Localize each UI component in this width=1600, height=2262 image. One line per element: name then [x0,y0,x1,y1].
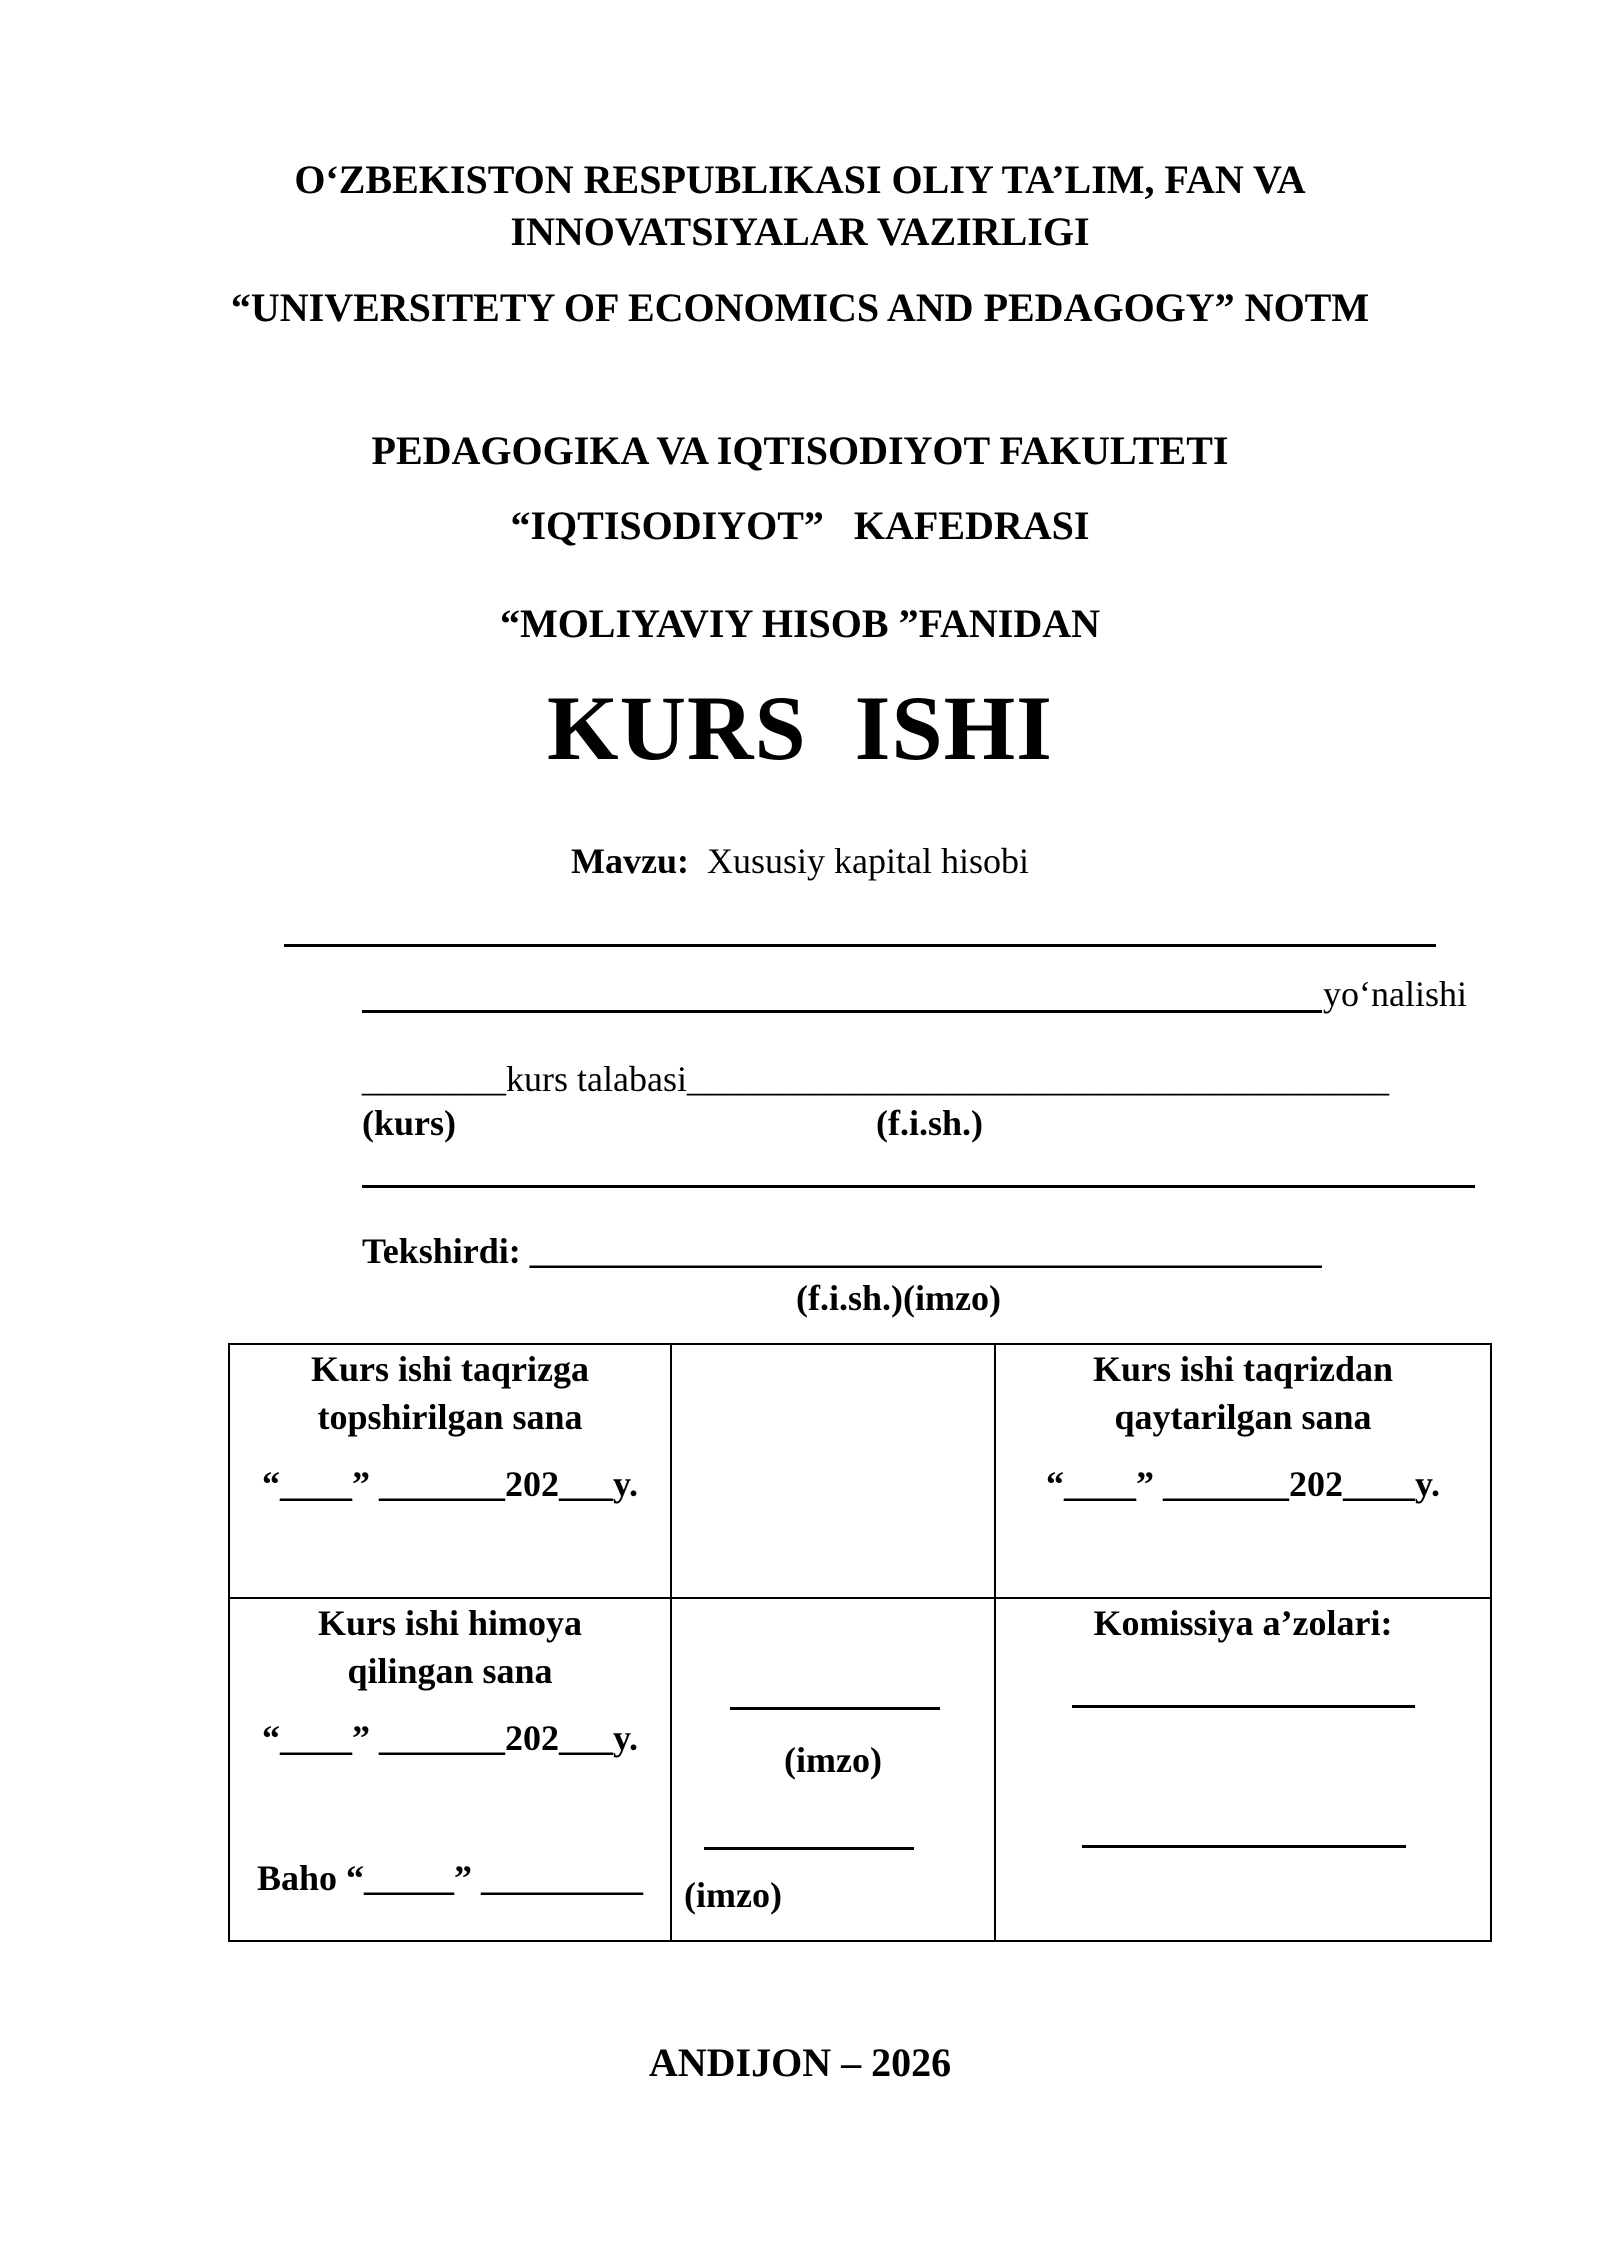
returned-title-2: qaytarilgan sana [1114,1397,1372,1437]
topic-value: Xususiy kapital hisobi [706,841,1029,881]
fish-caption: (f.i.sh.) [876,1103,983,1143]
checked-blank: ____________________________________________ [520,1231,1322,1271]
defended-date: “____” _______202___y. [261,1718,638,1758]
defended-title-1: Kurs ishi himoya [317,1603,583,1643]
student-line [362,1058,1389,1100]
ministry-title [0,154,1600,258]
defended-cell [229,1598,671,1941]
topic-line [0,840,1600,882]
department-name: “IQTISODIYOT” KAFEDRASI [510,503,1090,548]
signature-line-1 [730,1707,940,1710]
empty-cell [671,1344,995,1598]
commission-line-2 [1082,1845,1406,1848]
student-label: kurs talabasi [506,1059,687,1099]
direction-label: yo‘nalishi [1323,974,1467,1014]
returned-date: “____” _______202____y. [1045,1464,1440,1504]
commission-line-1 [1072,1705,1415,1708]
checked-line [362,1230,1322,1272]
topic-label: Mavzu: [571,841,689,881]
course-blank: ________ [362,1059,506,1099]
document-title: KURS ISHI [547,677,1053,779]
faculty-name: PEDAGOGIKA VA IQTISODIYOT FAKULTETI [371,428,1229,473]
course-caption: (kurs) [362,1103,457,1143]
signature-caption-2: (imzo) [684,1875,782,1915]
submitted-date: “____” _______202___y. [261,1464,638,1504]
university-name: “UNIVERSITETY OF ECONOMICS AND PEDAGOGY” NOTM [230,285,1370,330]
signature-line-2 [704,1847,914,1850]
defended-title-2: qilingan sana [347,1651,553,1691]
signature-caption-1: (imzo) [784,1740,882,1780]
review-table [228,1343,1492,1942]
direction-blank-line [362,1010,1322,1013]
returned-cell [995,1344,1491,1598]
ministry-line-2: INNOVATSIYALAR VAZIRLIGI [510,209,1090,254]
signature-cell [671,1598,995,1941]
footer-city-year: ANDIJON – 2026 [648,2040,952,2085]
submitted-title-2: topshirilgan sana [317,1397,583,1437]
checked-caption: (f.i.sh.)(imzo) [796,1278,1001,1318]
checked-label: Tekshirdi: [362,1231,521,1271]
grade-line: Baho “_____” _________ [256,1858,644,1898]
commission-title: Komissiya a’zolari: [1093,1603,1393,1643]
extra-blank-line [362,1185,1475,1188]
submitted-cell [229,1344,671,1598]
returned-title-1: Kurs ishi taqrizdan [1092,1349,1394,1389]
topic-continuation-line [284,944,1436,947]
subject-name: “MOLIYAVIY HISOB ”FANIDAN [499,601,1101,646]
student-name-blank: _______________________________________ [686,1059,1389,1099]
commission-cell [995,1598,1491,1941]
ministry-line-1: O‘ZBEKISTON RESPUBLIKASI OLIY TA’LIM, FAN VA [294,157,1306,202]
submitted-title-1: Kurs ishi taqrizga [310,1349,589,1389]
